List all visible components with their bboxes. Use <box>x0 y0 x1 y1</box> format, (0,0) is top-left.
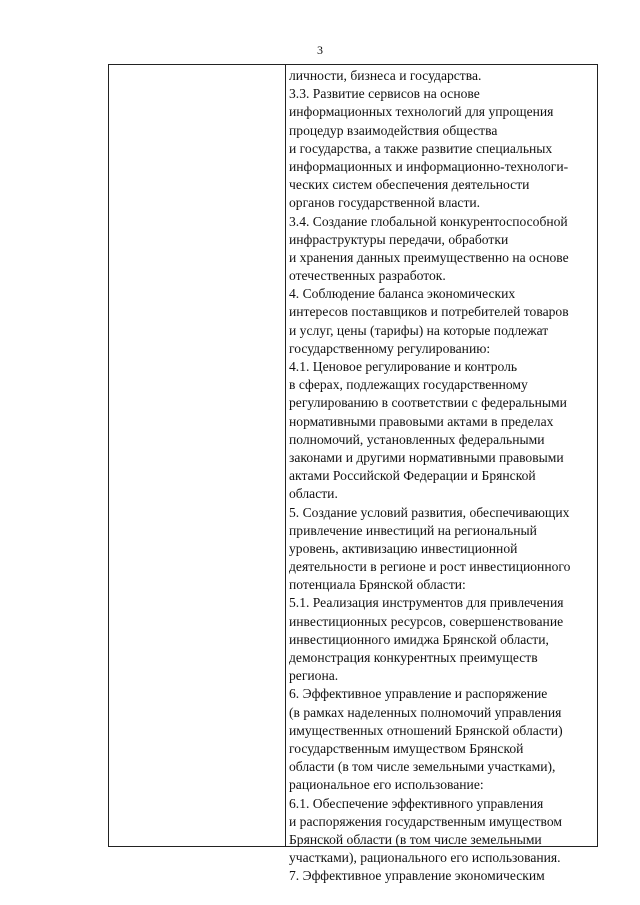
text-line: инфраструктуры передачи, обработки <box>289 231 509 247</box>
text-line: полномочий, установленных федеральными <box>289 431 545 447</box>
text-line: государственным имуществом Брянской <box>289 740 524 756</box>
text-line: потенциала Брянской области: <box>289 577 466 593</box>
text-line: регулированию в соответствии с федеральными <box>289 395 567 411</box>
text-line: привлечение инвестиций на региональный <box>289 522 537 538</box>
text-line: 6. Эффективное управление и распоряжение <box>289 686 548 702</box>
text-line: деятельности в регионе и рост инвестиционного <box>289 559 571 575</box>
text-line: имущественных отношений Брянской области) <box>289 722 563 738</box>
text-line: уровень, активизацию инвестиционной <box>289 540 518 556</box>
table-right-cell <box>287 67 598 885</box>
text-line: демонстрация конкурентных преимуществ <box>289 650 538 665</box>
text-line: (в рамках наделенных полномочий управления <box>289 704 562 720</box>
text-line: и хранения данных преимущественно на основе <box>289 249 569 265</box>
text-line: информационных и информационно-технологи- <box>289 158 569 174</box>
text-line: участками), рационального его использования. <box>289 850 561 866</box>
text-line: личности, бизнеса и государства. <box>289 68 482 83</box>
page-number: 3 <box>317 43 323 57</box>
text-line: 6.1. Обеспечение эффективного управления <box>289 795 544 811</box>
text-line: 5. Создание условий развития, обеспечивающих <box>289 504 570 520</box>
text-line: 4.1. Ценовое регулирование и контроль <box>289 359 518 374</box>
text-line: рациональное его использование: <box>289 777 484 793</box>
text-line: интересов поставщиков и потребителей товаров <box>289 304 569 320</box>
text-line: органов государственной власти. <box>289 195 481 211</box>
text-line: Брянской области (в том числе земельными <box>289 831 542 847</box>
text-line: региона. <box>289 668 339 684</box>
text-line: информационных технологий для упрощения <box>289 104 554 120</box>
text-line: в сферах, подлежащих государственному <box>289 377 528 393</box>
text-line: области. <box>289 486 338 502</box>
column-divider <box>285 65 286 846</box>
text-line: и государства, а также развитие специальных <box>289 140 553 156</box>
text-line: ческих систем обеспечения деятельности <box>289 177 530 193</box>
text-line: и услуг, цены (тарифы) на которые подлежат <box>289 322 549 338</box>
text-line: нормативными правовыми актами в пределах <box>289 413 554 429</box>
text-line: 5.1. Реализация инструментов для привлечения <box>289 595 564 611</box>
text-line: 3.4. Создание глобальной конкурентоспособной <box>289 213 568 229</box>
text-line: инвестиционных ресурсов, совершенствование <box>289 613 564 629</box>
text-line: 3.3. Развитие сервисов на основе <box>289 86 480 102</box>
text-line: 7. Эффективное управление экономическим <box>289 868 545 884</box>
document-table <box>108 64 598 884</box>
text-line: государственному регулированию: <box>289 340 491 356</box>
text-line: отечественных разработок. <box>289 268 446 284</box>
text-line: инвестиционного имиджа Брянской области, <box>289 631 549 647</box>
text-line: процедур взаимодействия общества <box>289 122 498 138</box>
text-line: актами Российской Федерации и Брянской <box>289 468 536 484</box>
text-line: и распоряжения государственным имуществом <box>289 813 563 829</box>
text-line: 4. Соблюдение баланса экономических <box>289 286 516 302</box>
table-left-cell <box>109 65 285 846</box>
text-line: законами и другими нормативными правовыми <box>289 449 564 465</box>
text-line: области (в том числе земельными участками), <box>289 759 556 775</box>
